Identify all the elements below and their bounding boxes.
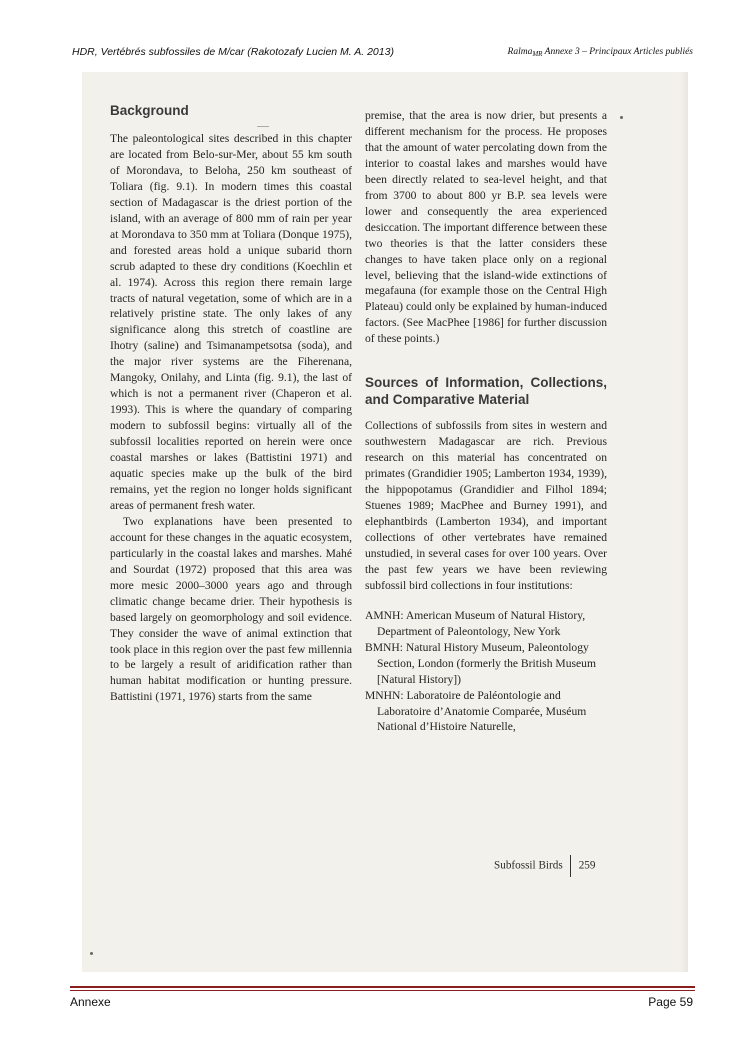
background-paragraph-2: Two explanations have been presented to account for these changes in the aquatic ecosystem, particularly in the coastal lakes and marshes. Mahé and Sourdat (1972) proposed that this area was more mesic 2000–3000 years ago and through climatic change became drier. Their hypothesis is based largely on geomorphology and soil evidence. They consider the wave of animal extinction that took place in this region over the past few millennia to be largely a result of aridification rather than human habitat modification or hunting pressure. Battistini (1971, 1976) starts from the same	[110, 514, 352, 704]
header-right-title	[508, 47, 693, 58]
sources-heading: Sources of Information, Collections, and Comparative Material	[365, 375, 607, 408]
institution-mnhn: MNHN: Laboratoire de Paléontologie and Laboratoire d’Anatomie Comparée, Muséum National d’Histoire Naturelle,	[365, 688, 587, 734]
scan-speck	[620, 116, 623, 119]
folio-divider	[570, 855, 571, 877]
continuation-paragraph: premise, that the area is now drier, but presents a different mechanism for the process. He proposes that the amount of water percolating down from the interior to coastal lakes and marshes would have been directly related to sea-level height, and that from 3700 to about 800 yr B.P. sea levels were lower and consequently the area experienced desiccation. The important difference between these two theories is that the latter considers these changes to have taken place only on a regional level, believing that the island-wide extinctions of megafauna (for example those on the Central High Plateau) could only be explained by human-induced factors. (See MacPhee [1986] for further discussion of these points.)	[365, 109, 607, 346]
header-right-subscript: MR	[532, 50, 543, 58]
background-heading: Background	[110, 103, 189, 118]
footer-rule-thin	[70, 990, 695, 991]
footer-page-number: Page 59	[648, 995, 693, 1009]
header-left-title: HDR, Vertébrés subfossiles de M/car (Rakotozafy Lucien M. A. 2013)	[72, 46, 394, 58]
background-paragraph-1: The paleontological sites described in this chapter are located from Belo-sur-Mer, about 55 km south of Morondava, to Beloha, 250 km southeast of Toliara (fig. 9.1). In modern times this coastal section of Madagascar is the driest portion of the island, with an average of 800 mm of rain per year at Morondava to 350 mm at Toliara (Donque 1975), and forested areas hold a unique subarid thorn scrub adapted to these dry conditions (Koechlin et al. 1974). Across this region there remain large tracts of natural vegetation, some of which are in a relatively pristine state. The only lakes of any significance along this stretch of coastline are Ihotry (saline) and Tsimanampetsotsa (soda), and the major river systems are the Fiherenana, Mangoky, Onilahy, and Linta (fig. 9.1), the last of which is not a permanent river (Chaperon et al. 1993). This is where the quandary of comparing modern to subfossil begins: virtually all of the subfossil localities reported on herein were once coastal marshes or lakes (Battistini 1971) and aquatic species make up the bulk of the bird remains, yet the region no longer holds significant areas of permanent fresh water.	[110, 132, 352, 512]
sources-paragraph: Collections of subfossils from sites in western and southwestern Madagascar are rich. Previous research on this material has concentrated on primates (Grandidier 1905; Lamberton 1934, 1939), the hippopotamus (Grandidier and Filhol 1894; Stuenes 1989; MacPhee and Burney 1991), and elephantbirds (Lamberton 1934), and important collections of other vertebrates have remained unstudied, in several cases for over 100 years. Over the past few years we have been reviewing subfossil bird collections in four institutions:	[365, 419, 607, 592]
footer-left-label: Annexe	[70, 995, 111, 1009]
footer-rule	[70, 986, 695, 988]
page-header	[0, 0, 745, 70]
header-right-suffix: Annexe 3 – Principaux Articles publiés	[542, 47, 693, 57]
folio-title: Subfossil Birds	[494, 859, 563, 872]
folio-number: 259	[578, 859, 596, 872]
institution-amnh: AMNH: American Museum of Natural History, Department of Paleontology, New York	[365, 608, 586, 638]
scan-edge-shadow	[680, 72, 688, 972]
scan-speck	[90, 952, 93, 955]
institution-bmnh: BMNH: Natural History Museum, Paleontology Section, London (formerly the British Museum [Natural History])	[365, 640, 596, 686]
scanned-page	[82, 72, 688, 972]
right-column	[365, 108, 607, 735]
folio	[494, 855, 595, 877]
scan-speck	[257, 126, 269, 127]
list-spacer	[365, 594, 607, 608]
left-column	[110, 102, 352, 705]
header-right-prefix: Ralma	[507, 47, 533, 57]
